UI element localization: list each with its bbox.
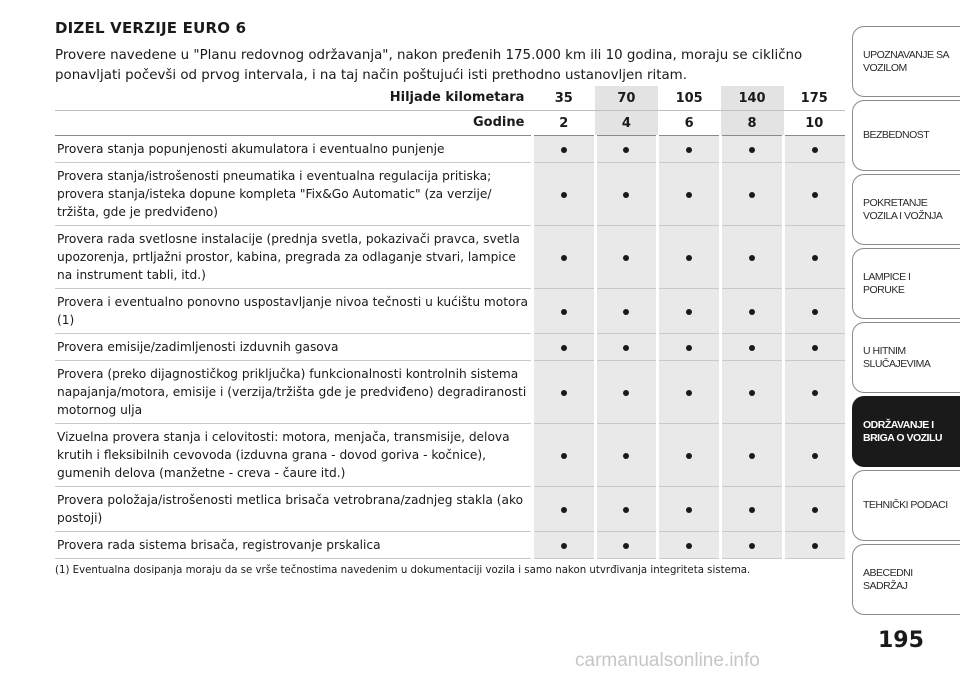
chapter-tab-label: BEZBEDNOST (863, 129, 930, 141)
check-dot-icon (749, 390, 755, 396)
table-row (55, 163, 845, 226)
years-header-row (55, 111, 845, 136)
years-header-cell: 4 (595, 111, 658, 136)
chapter-tab-label: LAMPICE I PORUKE (863, 270, 911, 296)
interval-cell (595, 334, 658, 361)
interval-cell (532, 361, 595, 424)
footnote: (1) Eventualna dosipanja moraju da se vrše tečnostima navedenim u dokumentaciji vozila i samo nakon utvrđivanja integriteta sistema. (55, 565, 751, 576)
interval-cell (784, 289, 846, 334)
interval-cell (784, 487, 846, 532)
section-title: DIZEL VERZIJE EURO 6 (55, 19, 247, 37)
check-dot-icon (623, 192, 629, 198)
interval-cell (595, 487, 658, 532)
chapter-tab-label: POKRETANJE VOZILA I VOŽNJA (863, 196, 943, 222)
interval-cell (595, 424, 658, 487)
check-dot-icon (623, 147, 629, 153)
check-dot-icon (749, 147, 755, 153)
km-header-cell: 35 (532, 86, 595, 111)
check-dot-icon (686, 507, 692, 513)
interval-cell (532, 532, 595, 559)
chapter-tab[interactable] (852, 26, 960, 97)
interval-cell (595, 289, 658, 334)
chapter-tab[interactable] (852, 100, 960, 171)
check-dot-icon (812, 345, 818, 351)
chapter-tab[interactable] (852, 470, 960, 541)
check-dot-icon (749, 543, 755, 549)
interval-cell (784, 361, 846, 424)
check-dot-icon (812, 147, 818, 153)
check-dot-icon (749, 192, 755, 198)
check-description: Provera rada sistema brisača, registrovanje prskalica (55, 532, 532, 559)
table-row (55, 226, 845, 289)
check-description: Provera rada svetlosne instalacije (prednja svetla, pokazivači pravca, svetla upozorenja, prtljažni prostor, kabina, pregrada za odlaganje stvari, lampice na instrument tabli, itd.) (55, 226, 532, 289)
check-dot-icon (686, 345, 692, 351)
km-header-cell: 105 (658, 86, 721, 111)
interval-cell (532, 334, 595, 361)
interval-cell (658, 487, 721, 532)
years-header-label: Godine (55, 111, 532, 136)
km-header-cell: 70 (595, 86, 658, 111)
check-description: Vizuelna provera stanja i celovitosti: motora, menjača, transmisije, delova krutih i fleksibilnih cevovoda (izduvna grana - dovod goriva - kočnice), gumenih delova (manžetne - creva - čaure itd.) (55, 424, 532, 487)
interval-cell (595, 136, 658, 163)
table-row (55, 487, 845, 532)
check-dot-icon (812, 507, 818, 513)
check-dot-icon (749, 309, 755, 315)
check-dot-icon (686, 255, 692, 261)
interval-cell (658, 334, 721, 361)
check-dot-icon (812, 543, 818, 549)
chapter-tab-label: ABECEDNI SADRŽAJ (863, 566, 913, 592)
km-header-label: Hiljade kilometara (55, 86, 532, 111)
check-dot-icon (623, 543, 629, 549)
check-description: Provera stanja popunjenosti akumulatora i eventualno punjenje (55, 136, 532, 163)
check-dot-icon (749, 507, 755, 513)
interval-cell (532, 226, 595, 289)
check-dot-icon (686, 147, 692, 153)
chapter-tab-label: U HITNIM SLUČAJEVIMA (863, 344, 931, 370)
interval-cell (721, 532, 784, 559)
interval-cell (721, 334, 784, 361)
maintenance-table (55, 86, 845, 559)
interval-cell (532, 487, 595, 532)
chapter-tab[interactable] (852, 396, 960, 467)
interval-cell (658, 361, 721, 424)
interval-cell (658, 136, 721, 163)
check-dot-icon (561, 255, 567, 261)
interval-cell (784, 334, 846, 361)
check-dot-icon (623, 309, 629, 315)
check-dot-icon (561, 543, 567, 549)
check-dot-icon (686, 453, 692, 459)
check-dot-icon (623, 453, 629, 459)
interval-cell (532, 136, 595, 163)
interval-cell (658, 532, 721, 559)
check-dot-icon (812, 309, 818, 315)
interval-cell (721, 163, 784, 226)
check-description: Provera emisije/zadimljenosti izduvnih gasova (55, 334, 532, 361)
check-dot-icon (623, 507, 629, 513)
table-row (55, 289, 845, 334)
check-dot-icon (561, 390, 567, 396)
interval-cell (784, 226, 846, 289)
years-header-cell: 8 (721, 111, 784, 136)
interval-cell (658, 163, 721, 226)
years-header-cell: 2 (532, 111, 595, 136)
check-dot-icon (686, 543, 692, 549)
check-dot-icon (686, 192, 692, 198)
check-dot-icon (623, 345, 629, 351)
interval-cell (595, 361, 658, 424)
interval-cell (595, 163, 658, 226)
interval-cell (784, 136, 846, 163)
check-dot-icon (749, 453, 755, 459)
check-dot-icon (561, 147, 567, 153)
intro-paragraph: Provere navedene u "Planu redovnog održavanja", nakon pređenih 175.000 km ili 10 godina, moraju se ciklično ponavljati počevši od prvog intervala, i na taj način poštujući isti prethodno ustanovljen ritam. (55, 48, 803, 83)
km-header-cell: 140 (721, 86, 784, 111)
page-number: 195 (878, 628, 924, 653)
chapter-tab-label: TEHNIČKI PODACI (863, 499, 948, 511)
interval-cell (658, 424, 721, 487)
check-description: Provera stanja/istrošenosti pneumatika i eventualna regulacija pritiska; provera stanja/isteka dopune kompleta "Fix&Go Automatic" (za verzije/ tržišta, gde je predviđeno) (55, 163, 532, 226)
interval-cell (721, 487, 784, 532)
watermark: carmanualsonline.info (575, 650, 760, 671)
check-dot-icon (561, 309, 567, 315)
chapter-tab[interactable] (852, 544, 960, 615)
table-row (55, 424, 845, 487)
interval-cell (658, 289, 721, 334)
check-dot-icon (561, 453, 567, 459)
check-description: Provera položaja/istrošenosti metlica brisača vetrobrana/zadnjeg stakla (ako postoji) (55, 487, 532, 532)
table-row (55, 361, 845, 424)
check-description: Provera i eventualno ponovno uspostavljanje nivoa tečnosti u kućištu motora (1) (55, 289, 532, 334)
check-dot-icon (623, 390, 629, 396)
interval-cell (721, 136, 784, 163)
years-header-cell: 6 (658, 111, 721, 136)
check-dot-icon (561, 507, 567, 513)
km-header-cell: 175 (784, 86, 846, 111)
check-dot-icon (749, 255, 755, 261)
interval-cell (532, 289, 595, 334)
chapter-tab[interactable] (852, 248, 960, 319)
table-row (55, 136, 845, 163)
check-dot-icon (623, 255, 629, 261)
chapter-tab-label: UPOZNAVANJE SA VOZILOM (863, 48, 949, 74)
table-row (55, 334, 845, 361)
interval-cell (721, 226, 784, 289)
years-header-cell: 10 (784, 111, 846, 136)
interval-cell (532, 424, 595, 487)
chapter-tab[interactable] (852, 322, 960, 393)
check-dot-icon (561, 192, 567, 198)
check-dot-icon (812, 192, 818, 198)
chapter-tab[interactable] (852, 174, 960, 245)
check-dot-icon (749, 345, 755, 351)
check-dot-icon (812, 390, 818, 396)
interval-cell (784, 532, 846, 559)
check-dot-icon (812, 453, 818, 459)
check-description: Provera (preko dijagnostičkog priključka) funkcionalnosti kontrolnih sistema napajanja/motora, emisije i (verzija/tržišta gde je predviđeno) degradiranosti motornog ulja (55, 361, 532, 424)
interval-cell (721, 361, 784, 424)
chapter-tab-label: ODRŽAVANJE I BRIGA O VOZILU (863, 418, 942, 444)
check-dot-icon (812, 255, 818, 261)
check-dot-icon (686, 390, 692, 396)
interval-cell (532, 163, 595, 226)
interval-cell (595, 532, 658, 559)
interval-cell (595, 226, 658, 289)
interval-cell (721, 289, 784, 334)
interval-cell (784, 163, 846, 226)
interval-cell (721, 424, 784, 487)
check-dot-icon (686, 309, 692, 315)
table-row (55, 532, 845, 559)
interval-cell (784, 424, 846, 487)
check-dot-icon (561, 345, 567, 351)
km-header-row (55, 86, 845, 111)
interval-cell (658, 226, 721, 289)
